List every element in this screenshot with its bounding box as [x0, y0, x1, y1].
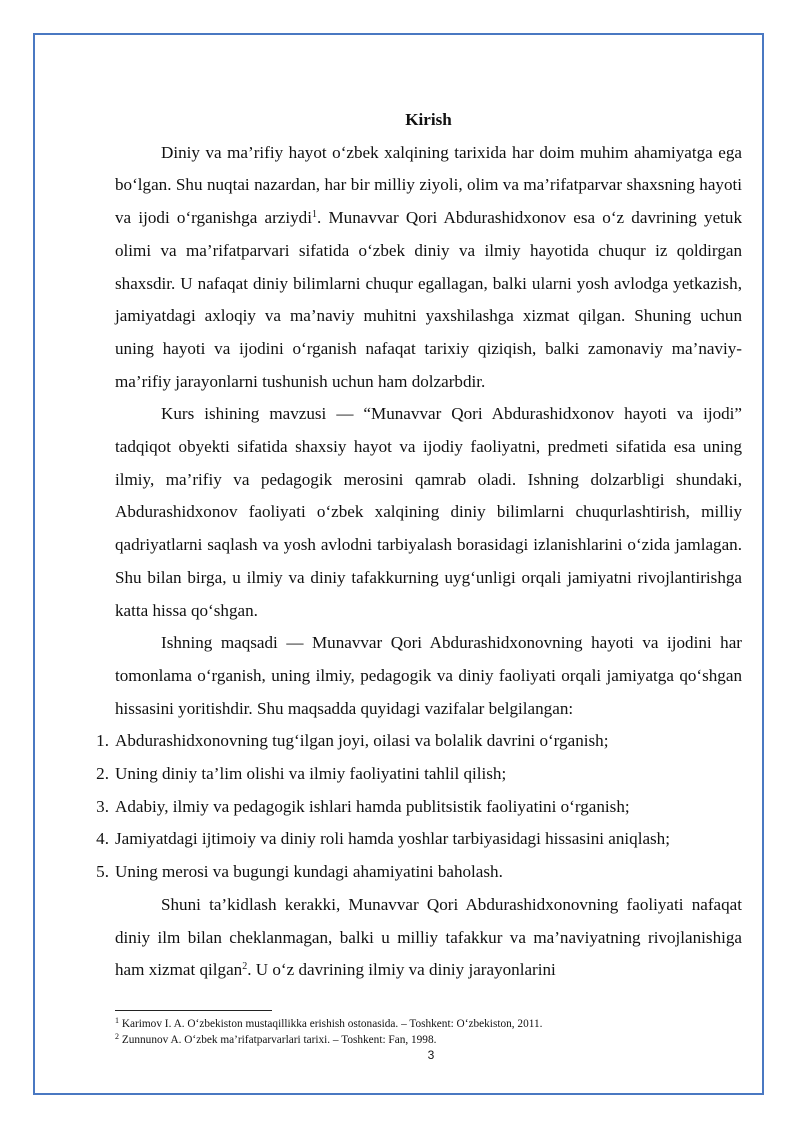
list-item-text: Uning merosi va bugungi kundagi ahamiyatini baholash.	[115, 862, 503, 882]
list-number: 1.	[96, 731, 109, 751]
footnote-mark: 1	[115, 1016, 119, 1025]
paragraph-intro	[115, 137, 742, 399]
footnote-mark: 2	[115, 1032, 119, 1041]
list-number: 2.	[96, 764, 109, 784]
paragraph-text: Shuni ta’kidlash kerakki, Munavvar Qori Abdurashidxonovning faoliyati nafaqat diniy ilm bilan cheklanmagan, balki u milliy tafakkur va ma’naviyatning rivojlanishiga ham xizmat qilgan	[115, 894, 742, 980]
paragraph-significance	[115, 889, 742, 987]
paragraph-text: . Munavvar Qori Abdurashidxonov esa o‘z davrining yetuk olimi va ma’rifatparvari sifatida o‘zbek diniy va ilmiy hayotida chuqur iz qoldirgan shaxsdir. U nafaqat diniy bilimlarni chuqur egallagan, balki ularni yosh avlodga yetkazish, jamiyatdagi axloqiy va ma’naviy muhitni yaxshilashga xizmat qilgan. Shuning uchun uning hayoti va ijodini o‘rganish nafaqat tarixiy qiziqish, balki zamonaviy ma’naviy-ma’rifiy jarayonlarni tushunish uchun ham dolzarbdir.	[115, 208, 743, 391]
footnote-ref[interactable]: 2	[242, 961, 248, 973]
list-item	[96, 856, 742, 889]
list-item-text: Uning diniy ta’lim olishi va ilmiy faoliyatini tahlil qilish;	[115, 764, 507, 784]
footnote-ref[interactable]: 1	[311, 209, 317, 221]
footnote-separator	[115, 1010, 272, 1011]
list-number: 5.	[96, 862, 109, 882]
list-number: 3.	[96, 796, 109, 816]
footnote-text: Karimov I. A. O‘zbekiston mustaqillikka erishish ostonasida. – Toshkent: O‘zbekiston, 2011.	[119, 1018, 543, 1030]
page-body	[96, 104, 743, 987]
paragraph-text: . U o‘z davrining ilmiy va diniy jarayonlarini	[247, 960, 556, 980]
paragraph-text: Diniy va ma’rifiy hayot o‘zbek xalqining tarixida har doim muhim ahamiyatga ega bo‘lgan. Shu nuqtai nazardan, har bir milliy ziyoli, olim va ma’rifatparvar shaxsning hayoti va ijodi o‘rganishga arziydi	[115, 142, 742, 228]
paragraph-topic: Kurs ishining mavzusi — “Munavvar Qori Abdurashidxonov hayoti va ijodi” tadqiqot obyekti sifatida shaxsiy hayot va ijodiy faoliyatni, predmeti sifatida esa uning ilmiy, ma’rifiy va pedagogik merosini qamrab oladi. Ishning dolzarbligi shundaki, Abdurashidxonov faoliyati o‘zbek xalqining diniy bilimlarni chuqurlashtirish, milliy qadriyatlarni saqlash va yosh avlodni tarbiyalash borasidagi izlanishlarini o‘zida jamlagan. Shu bilan birga, u ilmiy va diniy tafakkurning uyg‘unligi orqali jamiyatni rivojlantirishga katta hissa qo‘shgan.	[115, 404, 742, 620]
footnote-text: Zunnunov A. O‘zbek ma’rifatparvarlari tarixi. – Toshkent: Fan, 1998.	[119, 1034, 437, 1046]
list-item-text: Abdurashidxonovning tug‘ilgan joyi, oilasi va bolalik davrini o‘rganish;	[115, 731, 609, 751]
list-item	[96, 823, 742, 856]
footnote-item	[115, 1032, 742, 1048]
footnote-item	[115, 1016, 742, 1032]
list-number: 4.	[96, 829, 109, 849]
list-item	[96, 791, 742, 824]
paragraph-goal: Ishning maqsadi — Munavvar Qori Abdurashidxonovning hayoti va ijodini har tomonlama o‘rganish, uning ilmiy, pedagogik va diniy faoliyati orqali jamiyatga qo‘shgan hissasini yoritishdir. Shu maqsadda quyidagi vazifalar belgilangan:	[115, 633, 742, 718]
task-list	[96, 725, 742, 889]
section-heading: Kirish	[405, 110, 452, 129]
list-item	[96, 758, 742, 791]
footnotes	[115, 1016, 742, 1048]
list-item	[96, 725, 742, 758]
list-item-text: Jamiyatdagi ijtimoiy va diniy roli hamda yoshlar tarbiyasidagi hissasini aniqlash;	[115, 829, 670, 849]
page-number: 3	[427, 1048, 435, 1062]
list-item-text: Adabiy, ilmiy va pedagogik ishlari hamda publitsistik faoliyatini o‘rganish;	[115, 796, 630, 816]
